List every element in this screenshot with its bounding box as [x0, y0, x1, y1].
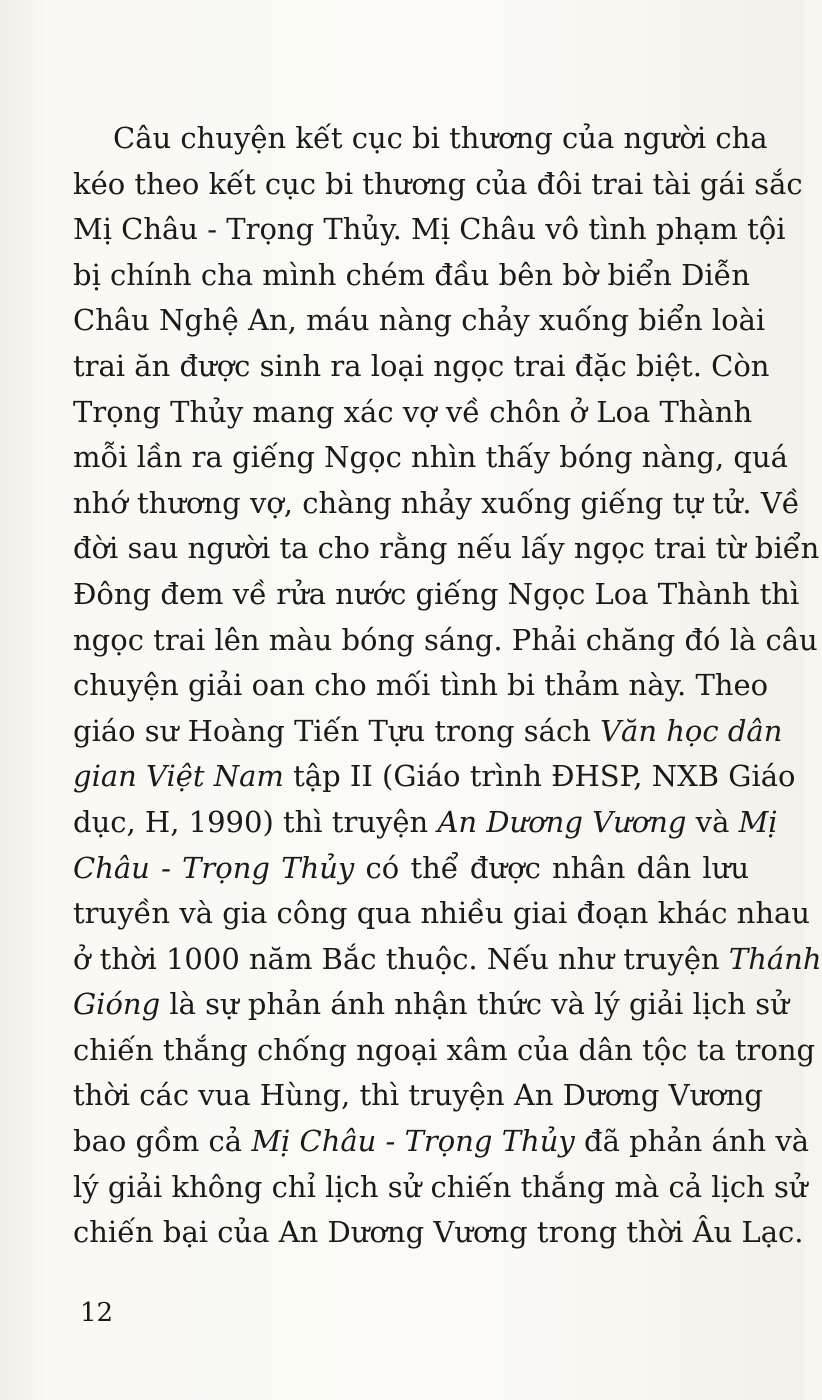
line-text: dục, H, 1990) thì truyện — [73, 804, 438, 839]
line-text: kéo theo kết cục bi thương của đôi trai tài gái sắc — [73, 166, 803, 201]
italic-title-text: Gióng — [73, 987, 161, 1022]
line-text: giáo sư Hoàng Tiến Tựu trong sách — [73, 713, 601, 748]
line-text: bị chính cha mình chém đầu bên bờ biển Diễn — [73, 257, 751, 292]
text-line — [73, 1165, 808, 1211]
text-line — [73, 572, 800, 618]
text-line — [73, 253, 749, 299]
line-text: là sự phản ánh nhận thức và lý giải lịch sử — [160, 987, 789, 1022]
text-line — [73, 1028, 816, 1074]
line-text: nhớ thương vợ, chàng nhảy xuống giếng tự tử. Về — [73, 485, 800, 520]
italic-title-text: Văn học dân — [600, 713, 783, 748]
line-text: và — [686, 804, 739, 839]
text-line — [73, 891, 810, 937]
text-line — [73, 1210, 804, 1256]
text-line — [73, 846, 749, 892]
line-text: chuyện giải oan cho mối tình bi thảm này. Theo — [73, 668, 769, 703]
text-line — [73, 937, 822, 983]
line-text: Châu Nghệ An, máu nàng chảy xuống biển loài — [73, 303, 766, 338]
line-text: mỗi lần ra giếng Ngọc nhìn thấy bóng nàng, quá — [73, 440, 788, 475]
text-line — [73, 800, 778, 846]
text-line — [73, 390, 753, 436]
text-line — [73, 298, 766, 344]
line-text: chiến bại của An Dương Vương trong thời Âu Lạc. — [73, 1215, 804, 1250]
italic-title-text: Mị Châu - Trọng Thủy — [251, 1124, 575, 1159]
body-paragraph — [73, 116, 822, 1256]
line-text: bao gồm cả — [73, 1124, 252, 1159]
text-line — [73, 435, 788, 481]
line-text: lý giải không chỉ lịch sử chiến thắng mà cả lịch sử — [73, 1169, 808, 1204]
text-line — [73, 1119, 810, 1165]
text-line — [73, 526, 820, 572]
text-line — [73, 162, 803, 208]
text-line — [73, 982, 789, 1028]
italic-title-text: An Dương Vương — [437, 804, 687, 839]
line-text: Đông đem về rửa nước giếng Ngọc Loa Thành thì — [73, 576, 800, 611]
line-text: thời các vua Hùng, thì truyện An Dương Vương — [73, 1078, 763, 1113]
text-line — [73, 344, 770, 390]
italic-title-text: Thánh — [728, 941, 822, 976]
line-text: đời sau người ta cho rằng nếu lấy ngọc trai từ biển — [73, 531, 820, 566]
text-line — [73, 116, 768, 162]
line-text: ngọc trai lên màu bóng sáng. Phải chăng đó là câu — [73, 622, 818, 657]
line-text: Trọng Thủy mang xác vợ về chôn ở Loa Thành — [73, 394, 753, 429]
text-line — [73, 207, 786, 253]
text-line — [73, 618, 818, 664]
line-text: chiến thắng chống ngoại xâm của dân tộc ta trong — [73, 1032, 816, 1067]
line-text: Câu chuyện kết cục bi thương của người cha — [113, 121, 768, 155]
text-line — [73, 709, 783, 755]
text-line — [73, 1073, 763, 1119]
italic-title-text: Châu - Trọng Thủy — [73, 850, 355, 885]
line-text: truyền và gia công qua nhiều giai đoạn khác nhau — [73, 896, 810, 931]
line-text: Mị Châu - Trọng Thủy. Mị Châu vô tình phạm tội — [73, 212, 786, 247]
line-text: ở thời 1000 năm Bắc thuộc. Nếu như truyện — [73, 941, 729, 976]
text-line — [73, 481, 800, 527]
italic-title-text: gian Việt Nam — [73, 759, 284, 794]
text-line — [73, 754, 796, 800]
italic-title-text: Mị — [738, 804, 778, 839]
text-line — [73, 663, 769, 709]
line-text: đã phản ánh và — [574, 1124, 810, 1159]
line-text: trai ăn được sinh ra loại ngọc trai đặc biệt. Còn — [73, 348, 770, 383]
page-number: 12 — [80, 1298, 114, 1328]
line-text: tập II (Giáo trình ĐHSP, NXB Giáo — [283, 759, 796, 794]
line-text: có thể được nhân dân lưu — [354, 850, 749, 885]
